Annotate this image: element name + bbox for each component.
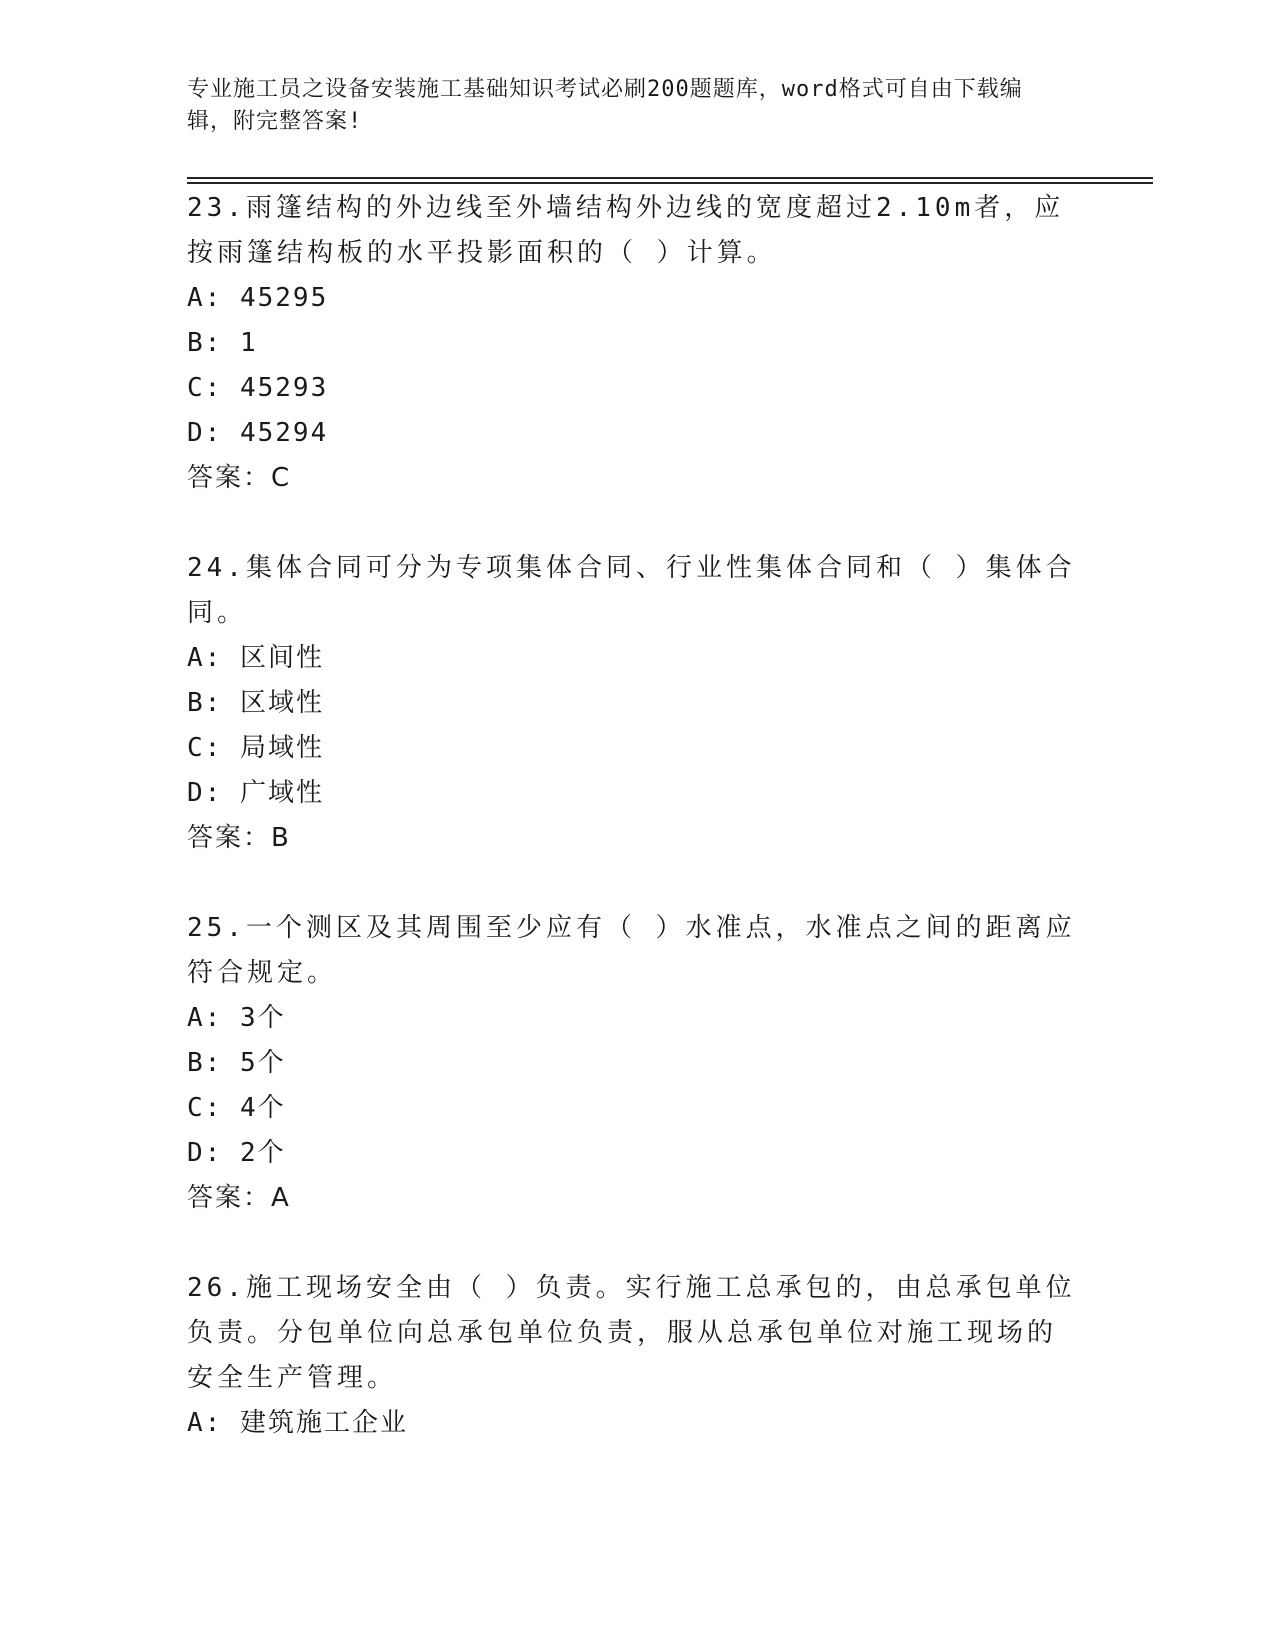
option-c: C: 4个 xyxy=(187,1093,286,1123)
option-c: C: 45293 xyxy=(187,373,329,403)
option-a: A: 45295 xyxy=(187,283,329,313)
question-text: 23.雨篷结构的外边线至外墙结构外边线的宽度超过2.10m者，应按雨篷结构板的水平投影面积的（ ）计算。 xyxy=(187,193,1065,268)
option-b: B: 1 xyxy=(187,328,258,358)
question-text: 25.一个测区及其周围至少应有（ ）水准点，水准点之间的距离应符合规定。 xyxy=(187,913,1076,988)
option-c: C: 局域性 xyxy=(187,733,324,763)
option-b: B: 5个 xyxy=(187,1048,286,1078)
option-d: D: 2个 xyxy=(187,1138,286,1168)
option-a: A: 3个 xyxy=(187,1003,286,1033)
option-a: A: 区间性 xyxy=(187,643,324,673)
option-b: B: 区域性 xyxy=(187,688,324,718)
answer: 答案：B xyxy=(187,823,291,853)
question-26 xyxy=(187,1266,1077,1446)
option-d: D: 广域性 xyxy=(187,778,324,808)
option-a: A: 建筑施工企业 xyxy=(187,1408,408,1438)
header-divider-bottom xyxy=(187,182,1153,184)
question-text: 24.集体合同可分为专项集体合同、行业性集体合同和（ ）集体合同。 xyxy=(187,553,1076,628)
question-23 xyxy=(187,186,1077,501)
option-d: D: 45294 xyxy=(187,418,329,448)
document-header: 专业施工员之设备安装施工基础知识考试必刷200题题库，word格式可自由下载编辑，附完整答案! xyxy=(187,77,1023,134)
question-text: 26.施工现场安全由（ ）负责。实行施工总承包的，由总承包单位负责。分包单位向总承包单位负责，服从总承包单位对施工现场的安全生产管理。 xyxy=(187,1273,1076,1393)
question-24 xyxy=(187,546,1077,861)
header-divider-top xyxy=(187,177,1153,179)
question-25 xyxy=(187,906,1077,1221)
answer: 答案：C xyxy=(187,463,292,493)
answer: 答案：A xyxy=(187,1183,291,1213)
